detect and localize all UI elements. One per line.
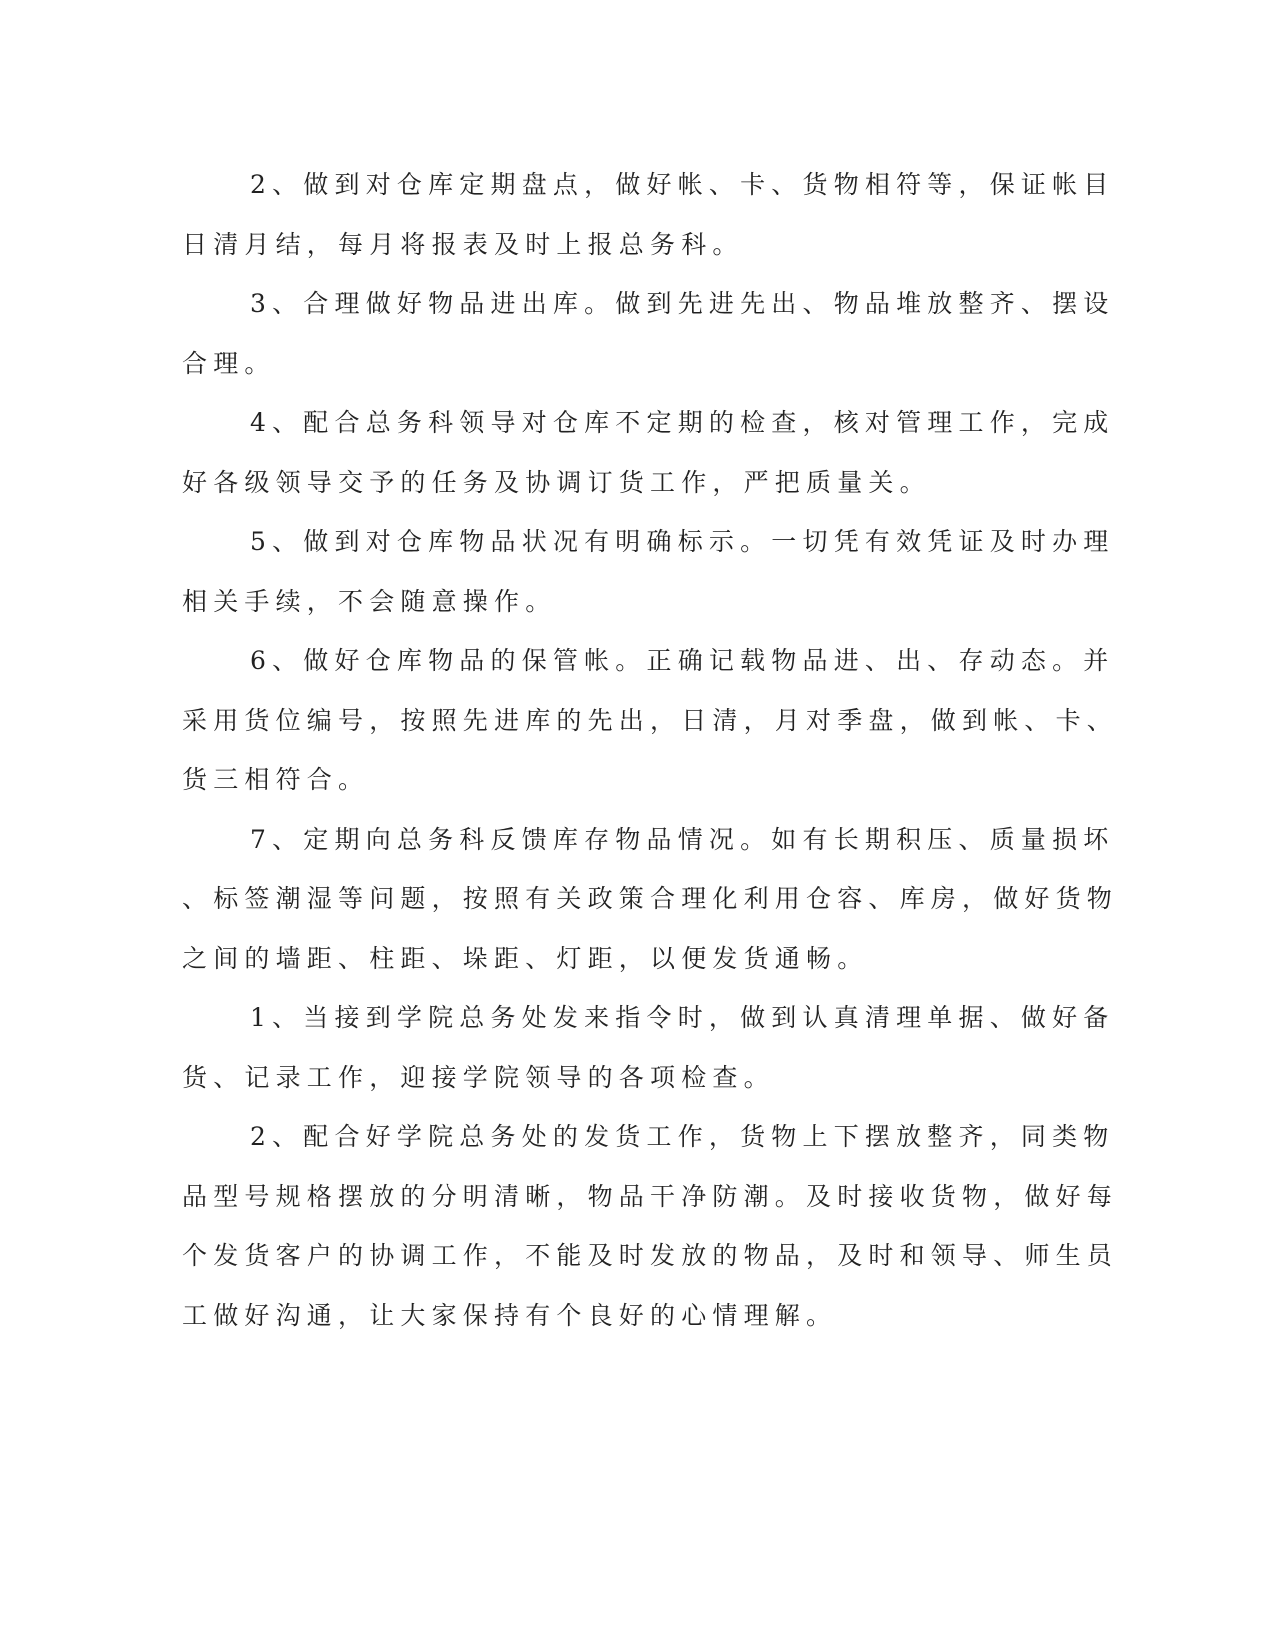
paragraph-line: 之间的墙距、柱距、垛距、灯距，以便发货通畅。 [182,943,869,973]
paragraph-line: 采用货位编号，按照先进库的先出，日清，月对季盘，做到帐、卡、 [182,705,1119,735]
paragraph-item-4-inspection [182,393,1115,512]
paragraph-item-7-feedback [182,810,1119,989]
paragraph-line: 2、做到对仓库定期盘点，做好帐、卡、货物相符等，保证帐目 [250,170,1115,199]
paragraph-line: 1、当接到学院总务处发来指令时，做到认真清理单据、做好备 [250,1003,1115,1032]
paragraph-line: 5、做到对仓库物品状况有明确标示。一切凭有效凭证及时办理 [250,527,1115,556]
paragraph-line: 工做好沟通，让大家保持有个良好的心情理解。 [182,1300,838,1330]
paragraph-item-2-shipping [182,1107,1119,1345]
paragraph-line: 6、做好仓库物品的保管帐。正确记载物品进、出、存动态。并 [250,646,1115,675]
paragraph-line: 2、配合好学院总务处的发货工作，货物上下摆放整齐，同类物 [250,1122,1115,1151]
paragraph-item-1-instructions [182,988,1115,1107]
document-body [182,155,1119,1345]
paragraph-line: 合理。 [182,348,276,378]
paragraph-line: 品型号规格摆放的分明清晰，物品干净防潮。及时接收货物，做好每 [182,1181,1119,1211]
paragraph-line: 3、合理做好物品进出库。做到先进先出、物品堆放整齐、摆设 [250,289,1115,318]
paragraph-line: 7、定期向总务科反馈库存物品情况。如有长期积压、质量损坏 [250,824,1115,854]
paragraph-line: 好各级领导交予的任务及协调订货工作，严把质量关。 [182,467,931,497]
paragraph-line: 日清月结，每月将报表及时上报总务科。 [182,229,744,259]
paragraph-item-3-stock-flow [182,274,1115,393]
paragraph-line: 4、配合总务科领导对仓库不定期的检查，核对管理工作，完成 [250,408,1115,437]
paragraph-item-2-inventory [182,155,1115,274]
paragraph-line: 相关手续，不会随意操作。 [182,586,557,616]
paragraph-item-5-labeling [182,512,1115,631]
paragraph-line: 货、记录工作，迎接学院领导的各项检查。 [182,1062,775,1092]
paragraph-line: 货三相符合。 [182,765,370,794]
paragraph-line: 个发货客户的协调工作，不能及时发放的物品，及时和领导、师生员 [182,1241,1119,1270]
paragraph-line: 、标签潮湿等问题，按照有关政策合理化利用仓容、库房，做好货物 [182,884,1119,913]
paragraph-item-6-ledger [182,631,1119,810]
